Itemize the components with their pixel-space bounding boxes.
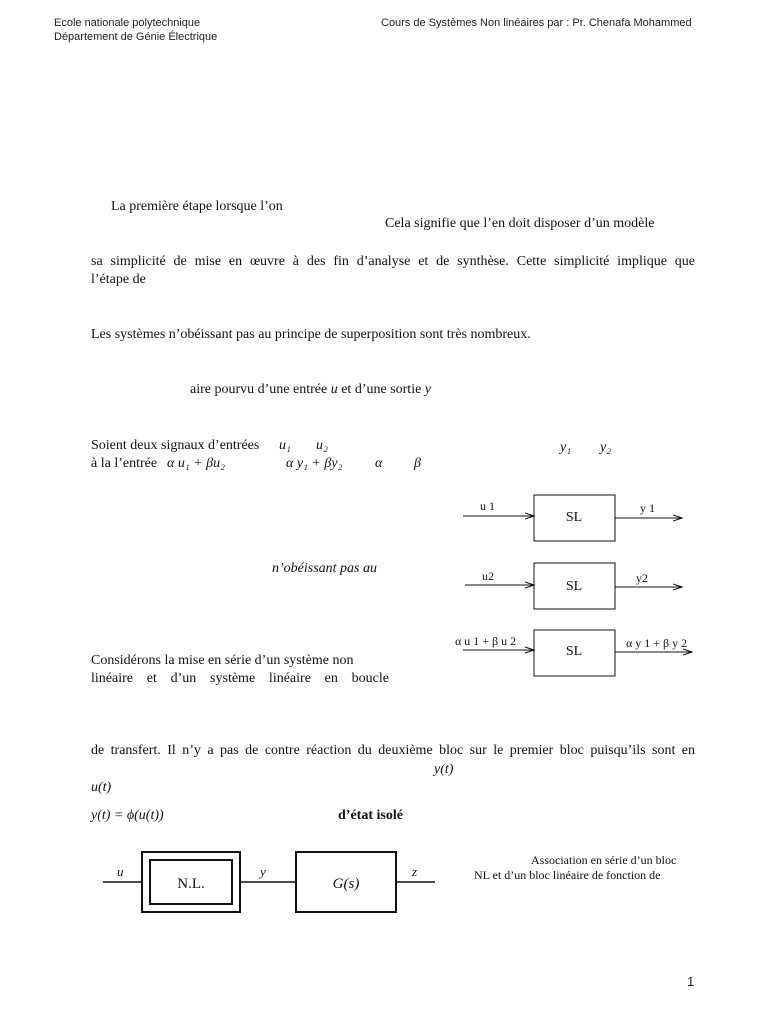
paragraph-line-4: l’étape de — [91, 272, 146, 287]
caption-line-2: NL et d’un bloc linéaire de fonction de — [474, 868, 661, 882]
caption-line-1: Association en série d’un bloc — [531, 853, 677, 867]
line7-u2: u₂ — [316, 438, 328, 453]
line6-mid: et d’une sortie — [341, 382, 422, 397]
line6-y-symbol: y — [424, 382, 432, 397]
line7-text: Soient deux signaux d’entrées — [91, 438, 260, 453]
line7-y2: y₂ — [600, 440, 612, 455]
line8-alpha: α — [375, 456, 383, 471]
output-label-1: y 1 — [640, 501, 655, 515]
header-school: Ecole nationale polytechnique — [54, 17, 201, 29]
line15-bold-text: d’état isolé — [338, 808, 403, 823]
paragraph-line-9: n’obéissant pas au — [272, 561, 377, 576]
input-label-1: u 1 — [480, 499, 495, 513]
g-block-label: G(s) — [332, 876, 360, 892]
paragraph-line-2: Cela signifie que l’en doit disposer d’un modèle — [385, 216, 655, 231]
line8-input: α u₁ + βu₂ — [167, 456, 226, 471]
paragraph-line-10: Considérons la mise en série d’un système non — [91, 653, 354, 668]
line6-text: aire pourvu d’une entrée — [190, 382, 328, 397]
series-diagram — [100, 845, 445, 925]
paragraph-line-11: linéaire et d’un système linéaire en boucle — [91, 671, 389, 686]
superposition-diagram — [440, 485, 710, 685]
sl-block-2-label: SL — [565, 579, 583, 594]
line7-y1: y₁ — [560, 440, 572, 455]
line13-yt: y(t) — [434, 762, 454, 777]
series-output-label: z — [412, 864, 418, 879]
line6-u-symbol: u — [330, 382, 338, 397]
nl-block-label: N.L. — [177, 876, 205, 892]
paragraph-line-3: sa simplicité de mise en œuvre à des fin d’analyse et de synthèse. Cette simplicité implique que — [91, 254, 695, 269]
paragraph-line-5: Les systèmes n’obéissant pas au principe de superposition sont très nombreux. — [91, 327, 531, 342]
output-label-2: y2 — [636, 571, 648, 585]
input-label-3: α u 1 + β u 2 — [455, 634, 517, 648]
line7-u1: u₁ — [279, 438, 291, 453]
paragraph-line-12: de transfert. Il n’y a pas de contre réaction du deuxième bloc sur le premier bloc puisqu’ils sont en — [91, 743, 695, 758]
sl-block-1-label: SL — [565, 510, 583, 525]
series-middle-label: y — [260, 864, 266, 879]
line8-beta: β — [414, 456, 421, 471]
sl-block-3-label: SL — [565, 644, 583, 659]
header-course: Cours de Systèmes Non linéaires par : Pr. Chenafa Mohammed — [381, 17, 692, 29]
line8-output: α y₁ + βy₂ — [286, 456, 343, 471]
output-label-3: α y 1 + β y 2 — [626, 636, 688, 650]
line14-ut: u(t) — [91, 780, 112, 795]
header-department: Département de Génie Électrique — [54, 31, 218, 43]
input-label-2: u2 — [482, 569, 494, 583]
page-number: 1 — [687, 974, 695, 989]
line15-equation: y(t) = ϕ(u(t)) — [91, 808, 164, 823]
paragraph-line-6 — [190, 382, 431, 398]
paragraph-line-1: La première étape lorsque l’on — [111, 199, 283, 214]
series-input-label: u — [117, 864, 124, 879]
line8-text: à la l’entrée — [91, 456, 158, 471]
